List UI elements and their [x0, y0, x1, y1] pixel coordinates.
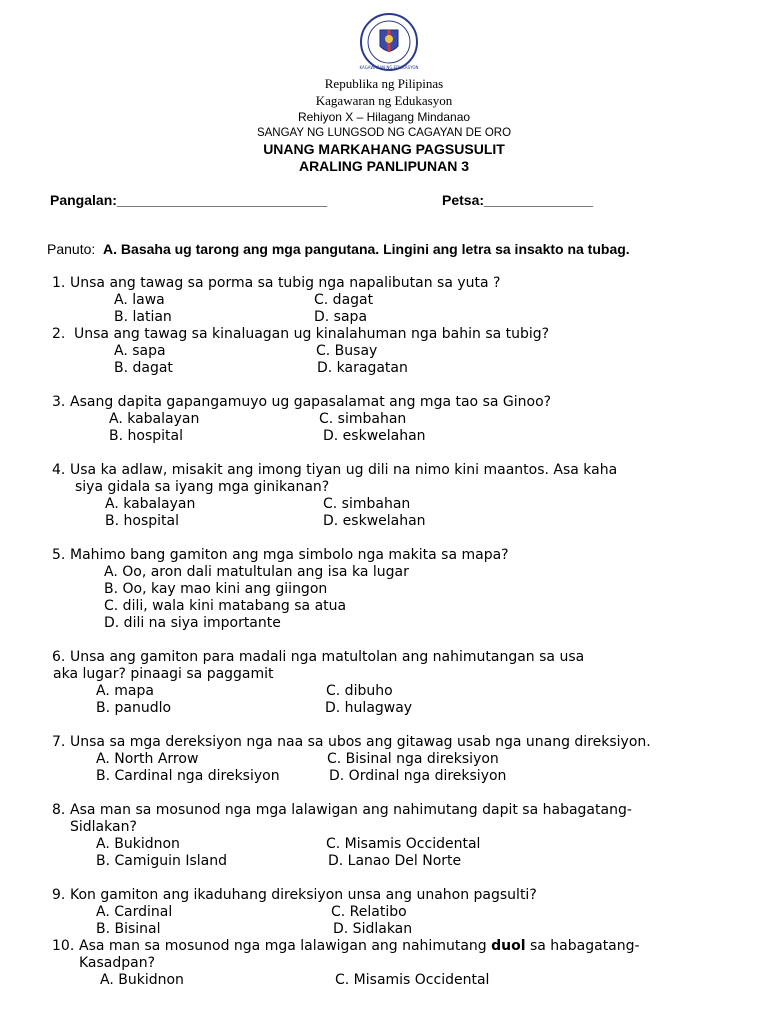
- option-d[interactable]: D. Sidlakan: [333, 921, 413, 937]
- seal-text: KAGAWARAN NG EDUKASYON: [359, 65, 419, 70]
- question-text: Kon gamiton ang ikaduhang direksiyon unsa ang unahon pagsulti?: [70, 887, 537, 903]
- question-text: Asa man sa mosunod nga mga lalawigan ang nahimutang dapit sa habagatang-: [70, 802, 632, 818]
- question-number: 8.: [52, 802, 66, 818]
- question-text: [79, 938, 640, 954]
- option-a[interactable]: A. Bukidnon: [100, 972, 184, 988]
- option-b[interactable]: B. Bisinal: [96, 921, 161, 937]
- header-department: Kagawaran ng Edukasyon: [315, 93, 453, 108]
- option-d[interactable]: D. eskwelahan: [323, 513, 426, 529]
- option-b[interactable]: B. hospital: [109, 428, 183, 444]
- option-b[interactable]: B. Cardinal nga direksiyon: [96, 768, 280, 784]
- question-number: 10.: [52, 938, 75, 954]
- instructions: [47, 241, 630, 257]
- option-d[interactable]: D. karagatan: [317, 360, 408, 376]
- question-text: Unsa ang gamiton para madali nga matultolan ang nahimutangan sa usa: [70, 649, 585, 665]
- option-a[interactable]: A. mapa: [96, 683, 154, 699]
- header-republic: Republika ng Pilipinas: [324, 76, 444, 91]
- header-region: Rehiyon X – Hilagang Mindanao: [297, 110, 471, 124]
- option-c[interactable]: C. Bisinal nga direksiyon: [327, 751, 499, 767]
- option-a[interactable]: A. kabalayan: [109, 411, 200, 427]
- option-d[interactable]: D. Lanao Del Norte: [328, 853, 462, 869]
- option-c[interactable]: C. dili, wala kini matabang sa atua: [104, 598, 347, 614]
- option-d[interactable]: D. eskwelahan: [323, 428, 426, 444]
- question-text-cont: aka lugar? pinaagi sa paggamit: [53, 666, 274, 682]
- option-a[interactable]: A. lawa: [114, 292, 165, 308]
- option-b[interactable]: B. dagat: [114, 360, 173, 376]
- option-b[interactable]: B. panudlo: [96, 700, 172, 716]
- option-c[interactable]: C. Misamis Occidental: [326, 836, 481, 852]
- option-a[interactable]: A. Cardinal: [96, 904, 173, 920]
- question-number: 4.: [52, 462, 66, 478]
- question-text-post: sa habagatang-: [525, 938, 640, 954]
- instructions-text: A. Basaha ug tarong ang mga pangutana. Lingini ang letra sa insakto na tubag.: [103, 241, 630, 257]
- option-a[interactable]: A. Bukidnon: [96, 836, 180, 852]
- option-d[interactable]: D. Ordinal nga direksiyon: [329, 768, 507, 784]
- header-division: SANGAY NG LUNGSOD NG CAGAYAN DE ORO: [256, 127, 512, 139]
- option-d[interactable]: D. sapa: [314, 309, 368, 325]
- option-a[interactable]: A. North Arrow: [96, 751, 199, 767]
- option-c[interactable]: C. dibuho: [326, 683, 393, 699]
- option-c[interactable]: C. Misamis Occidental: [335, 972, 490, 988]
- option-b[interactable]: B. hospital: [105, 513, 179, 529]
- question-number: 3.: [52, 394, 66, 410]
- question-text-pre: Asa man sa mosunod nga mga lalawigan ang nahimutang: [79, 938, 492, 954]
- option-a[interactable]: A. kabalayan: [105, 496, 196, 512]
- question-text-cont: Kasadpan?: [79, 955, 156, 971]
- option-c[interactable]: C. dagat: [314, 292, 374, 308]
- option-c[interactable]: C. Busay: [316, 343, 378, 359]
- question-number: 9.: [52, 887, 66, 903]
- question-text: Unsa ang tawag sa kinaluagan ug kinalahuman nga bahin sa tubig?: [74, 326, 550, 342]
- question-text: Asang dapita gapangamuyo ug gapasalamat ang mga tao sa Ginoo?: [70, 394, 552, 410]
- question-text-cont: siya gidala sa iyang mga ginikanan?: [75, 479, 330, 495]
- option-b[interactable]: B. latian: [114, 309, 172, 325]
- question-number: 6.: [52, 649, 66, 665]
- instructions-label: Panuto:: [47, 241, 96, 257]
- exam-subject: ARALING PANLIPUNAN 3: [298, 158, 470, 174]
- option-c[interactable]: C. Relatibo: [331, 904, 407, 920]
- deped-seal-logo: [352, 12, 426, 72]
- option-c[interactable]: C. simbahan: [323, 496, 411, 512]
- name-field[interactable]: Pangalan:___________________________: [50, 192, 328, 208]
- option-a[interactable]: A. Oo, aron dali matultulan ang isa ka lugar: [104, 564, 409, 580]
- option-a[interactable]: A. sapa: [114, 343, 166, 359]
- question-text-cont: Sidlakan?: [70, 819, 137, 835]
- option-d[interactable]: D. hulagway: [325, 700, 413, 716]
- question-number: 5.: [52, 547, 66, 563]
- question-text-emphasis: duol: [491, 938, 526, 954]
- option-d[interactable]: D. dili na siya importante: [104, 615, 281, 631]
- question-text: Unsa ang tawag sa porma sa tubig nga napalibutan sa yuta ?: [70, 275, 501, 291]
- question-number: 7.: [52, 734, 66, 750]
- date-field[interactable]: Petsa:______________: [442, 192, 594, 208]
- question-text: Unsa sa mga dereksiyon nga naa sa ubos ang gitawag usab nga unang direksiyon.: [70, 734, 651, 750]
- exam-title: UNANG MARKAHANG PAGSUSULIT: [263, 141, 505, 157]
- question-text: Usa ka adlaw, misakit ang imong tiyan ug dili na nimo kini maantos. Asa kaha: [70, 462, 618, 478]
- option-b[interactable]: B. Oo, kay mao kini ang giingon: [104, 581, 328, 597]
- question-number: 1.: [52, 275, 66, 291]
- option-b[interactable]: B. Camiguin Island: [96, 853, 228, 869]
- option-c[interactable]: C. simbahan: [319, 411, 407, 427]
- question-text: Mahimo bang gamiton ang mga simbolo nga makita sa mapa?: [70, 547, 509, 563]
- question-number: 2.: [52, 326, 66, 342]
